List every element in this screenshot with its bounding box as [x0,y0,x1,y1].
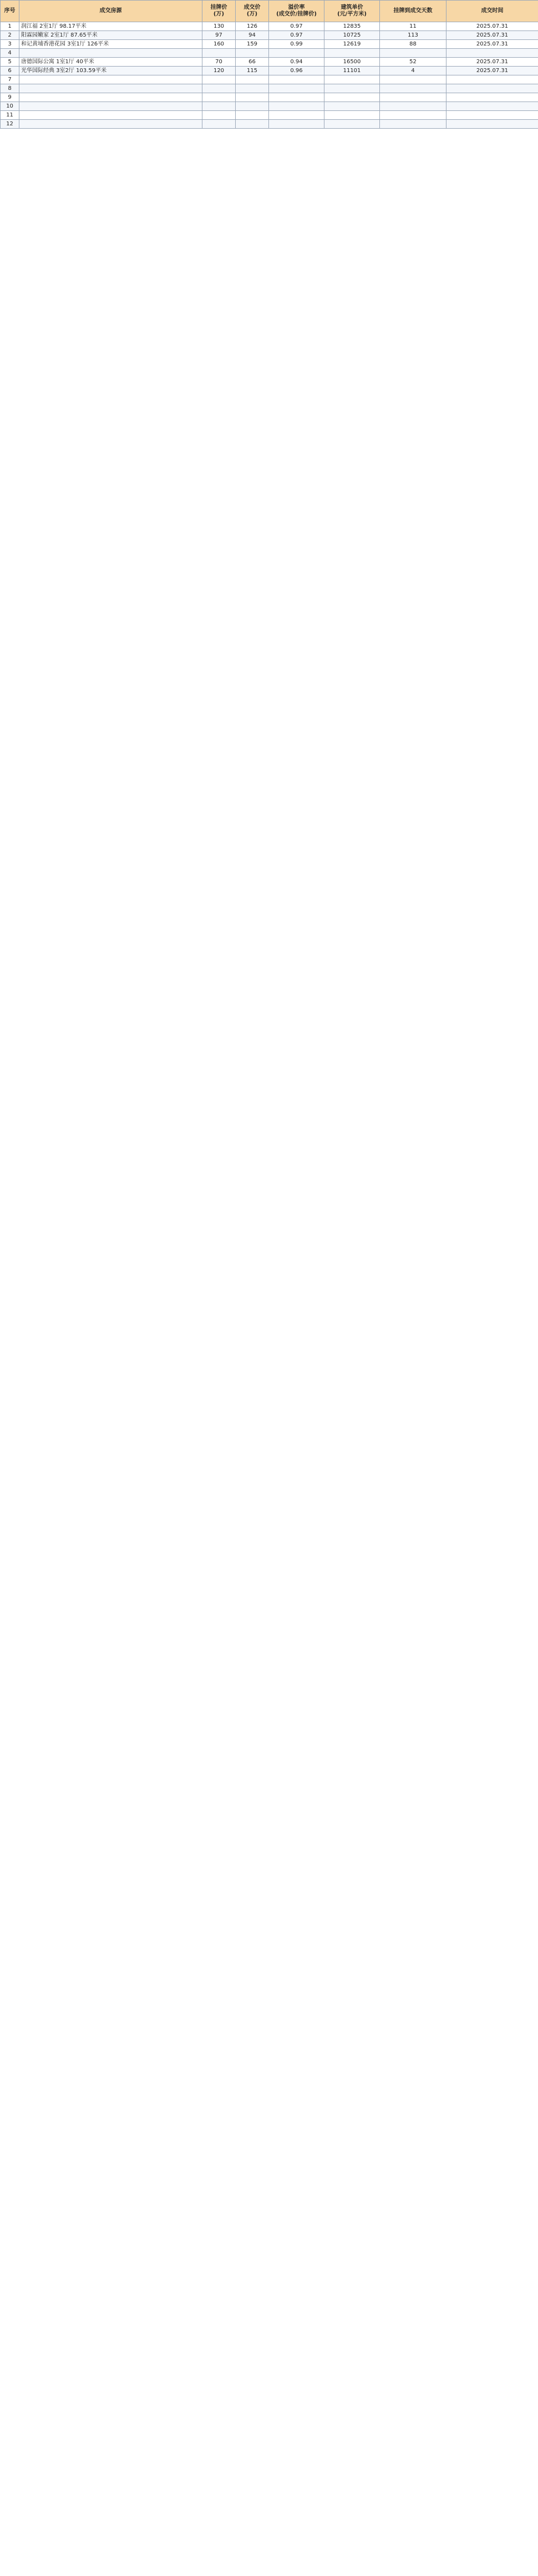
cell-list-price: 97 [202,31,236,40]
cell-deal-price [236,120,269,129]
cell-index: 2 [1,31,19,40]
cell-deal-date [446,49,538,58]
cell-premium-rate [269,49,324,58]
cell-listing [19,93,202,102]
cell-index: 8 [1,84,19,93]
cell-days: 52 [380,58,446,67]
cell-index: 4 [1,49,19,58]
cell-list-price [202,120,236,129]
cell-deal-date [446,93,538,102]
cell-days [380,49,446,58]
cell-index: 1 [1,22,19,31]
cell-list-price: 70 [202,58,236,67]
cell-deal-price: 66 [236,58,269,67]
col-header-deal-price: 成交价 (万) [236,1,269,22]
cell-unit-price [324,102,380,111]
cell-premium-rate [269,93,324,102]
cell-unit-price [324,120,380,129]
cell-days [380,75,446,84]
cell-days [380,120,446,129]
cell-days [380,102,446,111]
table-row [1,49,538,58]
table-row [1,93,538,102]
col-header-list-price: 挂牌价 (万) [202,1,236,22]
cell-index: 3 [1,40,19,49]
cell-days [380,84,446,93]
cell-list-price: 120 [202,67,236,75]
cell-unit-price: 16500 [324,58,380,67]
col-header-deal-date: 成交时间 [446,1,538,22]
cell-listing: 润江福 2室1厅 98.17平米 [19,22,202,31]
cell-index: 6 [1,67,19,75]
cell-deal-price [236,111,269,120]
table-row [1,31,538,40]
cell-unit-price: 11101 [324,67,380,75]
cell-premium-rate [269,75,324,84]
cell-unit-price [324,111,380,120]
cell-listing: 光华国际经典 3室2厅 103.59平米 [19,67,202,75]
cell-unit-price [324,49,380,58]
cell-deal-price [236,93,269,102]
cell-deal-date [446,84,538,93]
cell-unit-price: 10725 [324,31,380,40]
table-row [1,58,538,67]
table-row [1,120,538,129]
table-row [1,75,538,84]
cell-deal-date: 2025.07.31 [446,40,538,49]
cell-deal-date: 2025.07.31 [446,31,538,40]
cell-deal-price: 94 [236,31,269,40]
col-header-unit-price: 建筑单价 (元/平方米) [324,1,380,22]
col-header-index: 序号 [1,1,19,22]
cell-unit-price: 12619 [324,40,380,49]
cell-list-price [202,75,236,84]
cell-index: 7 [1,75,19,84]
cell-list-price: 160 [202,40,236,49]
cell-index: 9 [1,93,19,102]
cell-listing [19,75,202,84]
cell-premium-rate: 0.99 [269,40,324,49]
cell-deal-price [236,75,269,84]
cell-unit-price [324,75,380,84]
cell-listing [19,102,202,111]
cell-list-price [202,49,236,58]
cell-list-price [202,84,236,93]
cell-list-price [202,111,236,120]
cell-listing [19,84,202,93]
cell-list-price: 130 [202,22,236,31]
col-header-premium-rate: 溢价率 (成交价/挂牌价) [269,1,324,22]
cell-unit-price: 12835 [324,22,380,31]
cell-deal-date: 2025.07.31 [446,22,538,31]
table-row [1,67,538,75]
cell-premium-rate: 0.94 [269,58,324,67]
cell-days: 4 [380,67,446,75]
transaction-table [0,0,538,129]
cell-deal-date: 2025.07.31 [446,58,538,67]
table-row [1,22,538,31]
cell-days [380,93,446,102]
cell-unit-price [324,84,380,93]
col-header-days: 挂牌到成交天数 [380,1,446,22]
cell-deal-date [446,111,538,120]
cell-deal-date [446,102,538,111]
cell-premium-rate [269,111,324,120]
cell-premium-rate: 0.97 [269,22,324,31]
cell-index: 5 [1,58,19,67]
cell-listing [19,120,202,129]
cell-listing: 阳霖园嫩家 2室1厅 87.65平米 [19,31,202,40]
cell-deal-price [236,49,269,58]
cell-listing: 唐德国际公寓 1室1厅 40平米 [19,58,202,67]
cell-premium-rate: 0.96 [269,67,324,75]
cell-index: 12 [1,120,19,129]
cell-deal-date: 2025.07.31 [446,67,538,75]
table-row [1,40,538,49]
table-row [1,84,538,93]
cell-days: 113 [380,31,446,40]
cell-listing [19,111,202,120]
cell-premium-rate: 0.97 [269,31,324,40]
cell-premium-rate [269,102,324,111]
cell-deal-price [236,84,269,93]
cell-deal-date [446,75,538,84]
cell-days: 11 [380,22,446,31]
cell-unit-price [324,93,380,102]
transaction-table-sheet [0,0,538,129]
cell-days [380,111,446,120]
cell-deal-price [236,102,269,111]
cell-premium-rate [269,84,324,93]
cell-deal-price: 126 [236,22,269,31]
cell-index: 11 [1,111,19,120]
cell-deal-price: 159 [236,40,269,49]
cell-deal-date [446,120,538,129]
table-row [1,111,538,120]
col-header-listing: 成交房源 [19,1,202,22]
cell-list-price [202,93,236,102]
cell-listing [19,49,202,58]
cell-deal-price: 115 [236,67,269,75]
cell-listing: 和记黄埔香港花园 3室1厅 126平米 [19,40,202,49]
cell-index: 10 [1,102,19,111]
cell-premium-rate [269,120,324,129]
header-row [1,1,538,22]
table-body [1,22,538,129]
cell-days: 88 [380,40,446,49]
cell-list-price [202,102,236,111]
table-row [1,102,538,111]
